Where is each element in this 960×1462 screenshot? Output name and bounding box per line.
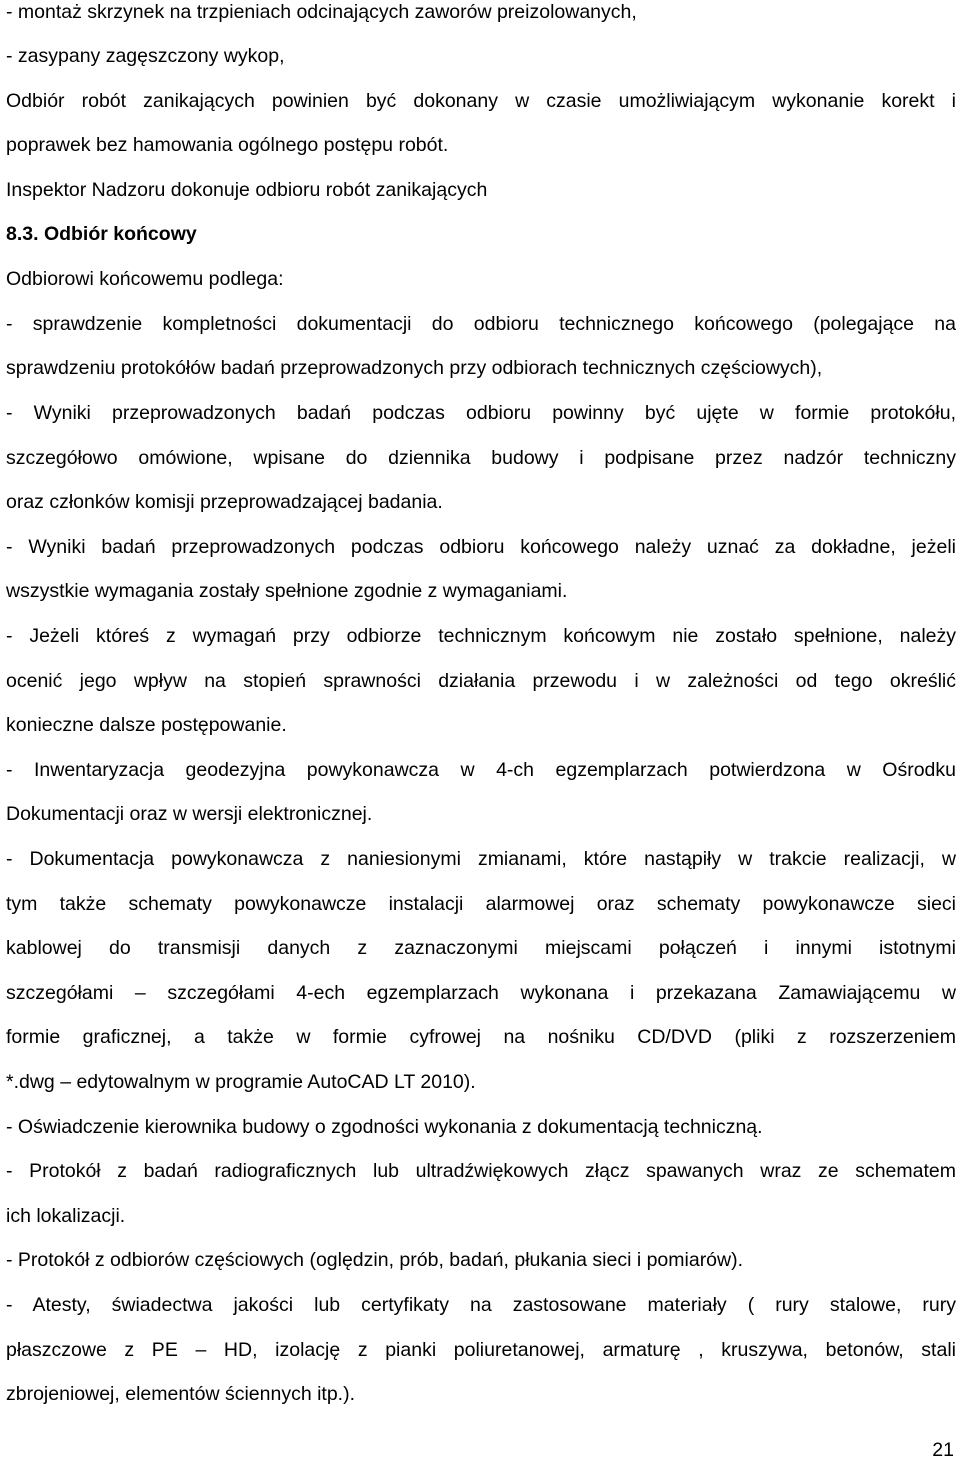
text-line: Odbiór robót zanikających powinien być dokonany w czasie umożliwiającym wykonanie korekt i (6, 90, 956, 112)
text-line: zbrojeniowej, elementów ściennych itp.). (6, 1383, 356, 1405)
text-line: *.dwg – edytowalnym w programie AutoCAD LT 2010). (6, 1071, 476, 1093)
text-line: Inspektor Nadzoru dokonuje odbioru robót zanikających (6, 179, 488, 201)
text-line: ich lokalizacji. (6, 1205, 126, 1227)
text-line: poprawek bez hamowania ogólnego postępu robót. (6, 134, 449, 156)
text-line: sprawdzeniu protokółów badań przeprowadzonych przy odbiorach technicznych częściowych), (6, 357, 823, 379)
text-line: wszystkie wymagania zostały spełnione zgodnie z wymaganiami. (6, 580, 568, 602)
text-line: tym także schematy powykonawcze instalacji alarmowej oraz schematy powykonawcze sieci (6, 893, 956, 915)
text-line: - Protokół z odbiorów częściowych (oględzin, prób, badań, płukania sieci i pomiarów). (6, 1249, 744, 1271)
text-line: szczegółowo omówione, wpisane do dziennika budowy i podpisane przez nadzór techniczny (6, 447, 956, 469)
text-line: - zasypany zagęszczony wykop, (6, 45, 285, 67)
text-line: oraz członków komisji przeprowadzającej badania. (6, 491, 443, 513)
text-line: - Oświadczenie kierownika budowy o zgodności wykonania z dokumentacją techniczną. (6, 1116, 763, 1138)
text-line: konieczne dalsze postępowanie. (6, 714, 287, 736)
text-line: Dokumentacji oraz w wersji elektronicznej. (6, 803, 373, 825)
text-line: - montaż skrzynek na trzpieniach odcinających zaworów preizolowanych, (6, 1, 637, 23)
text-line: płaszczowe z PE – HD, izolację z pianki poliuretanowej, armaturę , kruszywa, betonów, stali (6, 1339, 956, 1361)
text-line: Odbiorowi końcowemu podlega: (6, 268, 284, 290)
text-line: - Inwentaryzacja geodezyjna powykonawcza w 4-ch egzemplarzach potwierdzona w Ośrodku (6, 759, 956, 781)
section-heading: 8.3. Odbiór końcowy (6, 223, 197, 245)
text-line: szczegółami – szczegółami 4-ech egzemplarzach wykonana i przekazana Zamawiającemu w (6, 982, 956, 1004)
text-line: - Jeżeli któreś z wymagań przy odbiorze technicznym końcowym nie zostało spełnione, należy (6, 625, 956, 647)
text-line: ocenić jego wpływ na stopień sprawności działania przewodu i w zależności od tego określić (6, 670, 956, 692)
text-line: - Wyniki badań przeprowadzonych podczas odbioru końcowego należy uznać za dokładne, jeżeli (6, 536, 956, 558)
text-line: - Dokumentacja powykonawcza z naniesionymi zmianami, które nastąpiły w trakcie realizacji, w (6, 848, 956, 870)
text-line: - sprawdzenie kompletności dokumentacji do odbioru technicznego końcowego (polegające na (6, 313, 956, 335)
text-line: formie graficznej, a także w formie cyfrowej na nośniku CD/DVD (pliki z rozszerzeniem (6, 1026, 956, 1048)
text-line: - Protokół z badań radiograficznych lub ultradźwiękowych złącz spawanych wraz ze schematem (6, 1160, 956, 1182)
text-line: kablowej do transmisji danych z zaznaczonymi miejscami połączeń i innymi istotnymi (6, 937, 956, 959)
text-line: - Atesty, świadectwa jakości lub certyfikaty na zastosowane materiały ( rury stalowe, rury (6, 1294, 956, 1316)
page-number: 21 (932, 1439, 954, 1461)
text-line: - Wyniki przeprowadzonych badań podczas odbioru powinny być ujęte w formie protokółu, (6, 402, 956, 424)
